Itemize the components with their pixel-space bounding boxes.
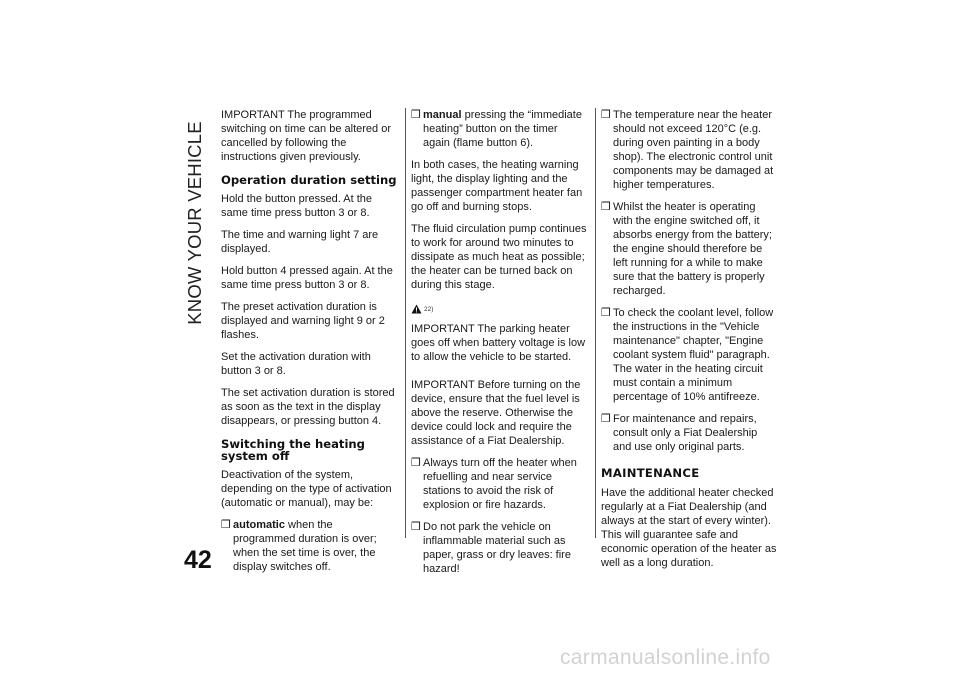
warning-reference: [411, 300, 587, 314]
paragraph: The set activation duration is stored as soon as the text in the display disappears, or pressing button 4.: [221, 387, 395, 427]
checkbox-bullet-icon: ❒: [411, 457, 421, 469]
bullet-text: To check the coolant level, follow the instructions in the "Vehicle maintenance" chapter, "Engine coolant system fluid" paragraph. The water in the heating circuit must contain a minimum percentage of 10% antifreeze.: [613, 307, 774, 403]
warning-triangle-icon: [411, 304, 422, 314]
section-heading-operation-duration: Operation duration setting: [221, 173, 397, 187]
bullet-text: when the programmed duration is over; when the set time is over, the display switches off.: [233, 519, 377, 573]
text-column-1: [221, 108, 397, 582]
paragraph: IMPORTANT The parking heater goes off when battery voltage is low to allow the vehicle to be started.: [411, 323, 586, 363]
bullet-text: Always turn off the heater when refuelling and near service stations to avoid the risk of explosion or fire hazards.: [423, 457, 577, 511]
checkbox-bullet-icon: ❒: [411, 521, 421, 533]
bullet-text: Whilst the heater is operating with the engine switched off, it absorbs energy from the battery; the engine should therefore be left running for a while to make sure that the battery is properly recharged.: [613, 201, 772, 297]
text-column-2: [411, 108, 587, 584]
paragraph: Deactivation of the system, depending on the type of activation (automatic or manual), may be:: [221, 469, 392, 509]
column-divider-1: [405, 108, 406, 538]
checkbox-bullet-icon: ❒: [601, 307, 611, 319]
text-column-3: [601, 108, 777, 578]
bullet-item: [601, 412, 777, 454]
section-heading-switching-off: Switching the heating system off: [221, 437, 365, 463]
bullet-item: [221, 518, 397, 574]
chapter-side-tab: [178, 118, 212, 328]
chapter-title: KNOW YOUR VEHICLE: [184, 121, 205, 325]
watermark-text: carmanualsonline.info: [560, 646, 771, 669]
checkbox-bullet-icon: ❒: [601, 109, 611, 121]
bullet-item: [411, 520, 587, 576]
paragraph: IMPORTANT The programmed switching on time can be altered or cancelled by following the instructions given previously.: [221, 109, 391, 163]
paragraph: Have the additional heater checked regularly at a Fiat Dealership (and always at the start of every winter). This will guarantee safe and economic operation of the heater as well as a long duration.: [601, 487, 777, 569]
paragraph: In both cases, the heating warning light, the display lighting and the passenger compartment heater fan go off and burning stops.: [411, 159, 583, 213]
section-heading-maintenance: MAINTENANCE: [601, 466, 700, 480]
paragraph: Hold the button pressed. At the same time press button 3 or 8.: [221, 193, 373, 219]
bullet-item: [601, 306, 777, 404]
warning-reference-number: 22): [424, 306, 434, 313]
bullet-text: pressing the “immediate heating” button on the timer again (flame button 6).: [423, 109, 582, 149]
bullet-item: [411, 456, 587, 512]
bullet-item: [601, 200, 777, 298]
paragraph: Hold button 4 pressed again. At the same time press button 3 or 8.: [221, 265, 393, 291]
paragraph: IMPORTANT Before turning on the device, ensure that the fuel level is above the reserve. Otherwise the device could lock and require the assistance of a Fiat Dealership.: [411, 379, 581, 447]
checkbox-bullet-icon: ❒: [601, 201, 611, 213]
bullet-item: [411, 108, 587, 150]
paragraph: The time and warning light 7 are displayed.: [221, 229, 379, 255]
bullet-text: The temperature near the heater should not exceed 120°C (e.g. during oven painting in a body shop). The electronic control unit components may be damaged at higher temperatures.: [613, 109, 774, 191]
page-number: 42: [184, 546, 212, 574]
bullet-text: For maintenance and repairs, consult only a Fiat Dealership and use only original parts.: [613, 413, 758, 453]
column-divider-2: [595, 108, 596, 538]
bullet-keyword: manual: [423, 109, 462, 121]
bullet-item: [601, 108, 777, 192]
checkbox-bullet-icon: ❒: [601, 413, 611, 425]
paragraph: The preset activation duration is displayed and warning light 9 or 2 flashes.: [221, 301, 385, 341]
paragraph: The fluid circulation pump continues to work for around two minutes to dissipate as much heat as possible; the heater can be turned back on during this stage.: [411, 223, 587, 291]
bullet-keyword: automatic: [233, 519, 285, 531]
paragraph: Set the activation duration with button 3 or 8.: [221, 351, 371, 377]
bullet-text: Do not park the vehicle on inflammable material such as paper, grass or dry leaves: fire hazard!: [423, 521, 571, 575]
checkbox-bullet-icon: ❒: [411, 109, 421, 121]
checkbox-bullet-icon: ❒: [221, 519, 231, 531]
